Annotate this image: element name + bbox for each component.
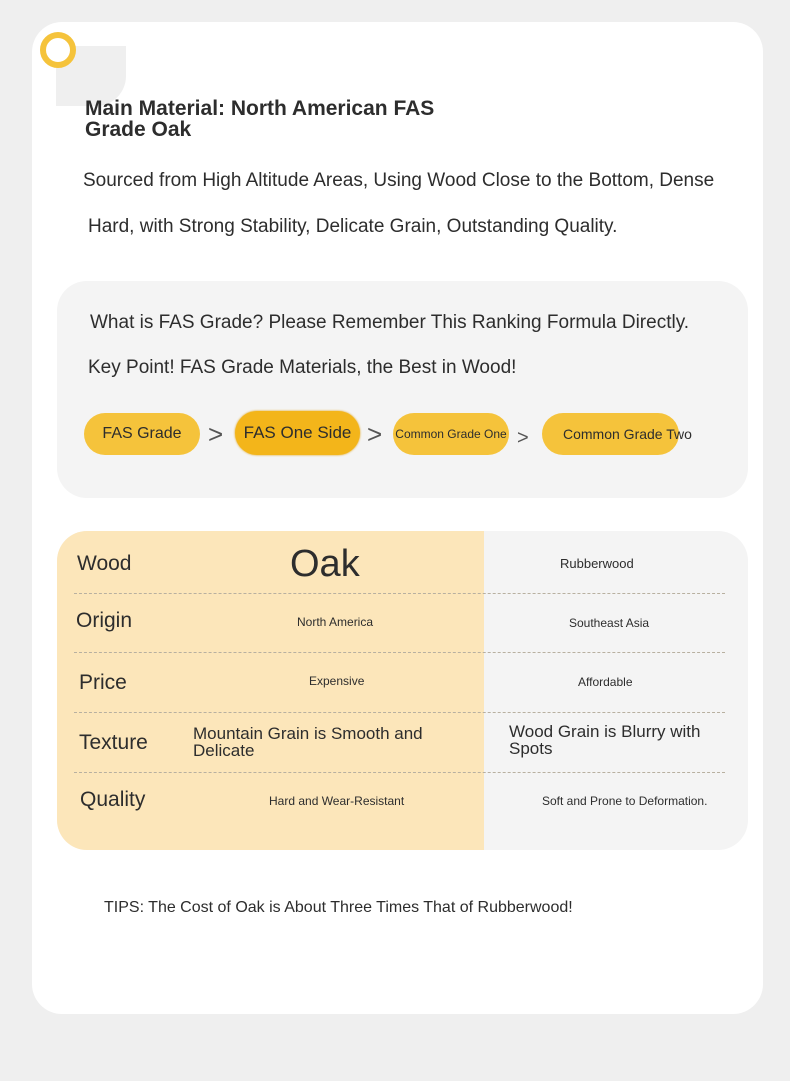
oak-value-origin: North America [297,615,374,629]
row-divider [74,593,725,594]
chevron-right-icon: > [367,419,383,449]
row-divider [74,652,725,653]
ring-icon [40,32,76,68]
grade-pill-common-two: Common Grade Two [542,413,679,455]
grade-pill-fas: FAS Grade [84,413,200,455]
row-label-origin: Origin [76,609,133,632]
row-label-quality: Quality [80,788,146,811]
row-label-wood: Wood [77,552,132,575]
comparison-table [57,531,748,850]
row-label-texture: Texture [79,731,148,754]
row-label-price: Price [79,671,127,694]
oak-value-wood: Oak [290,543,360,585]
oak-value-texture: Mountain Grain is Smooth and Delicate [193,724,423,760]
grade-question: What is FAS Grade? Please Remember This Ranking Formula Directly. [90,312,690,333]
chevron-right-icon: > [517,427,529,449]
rubberwood-value-price: Affordable [578,675,633,689]
oak-value-quality: Hard and Wear-Resistant [269,794,405,808]
grade-pill-fas-one-side: FAS One Side [235,411,360,455]
grade-key-point: Key Point! FAS Grade Materials, the Best in Wood! [88,357,517,378]
rubberwood-value-wood: Rubberwood [560,556,634,571]
rubberwood-value-texture: Wood Grain is Blurry with Spots [509,722,701,758]
oak-value-price: Expensive [309,674,365,688]
rubberwood-value-quality: Soft and Prone to Deformation. [542,794,708,808]
description-line-2: Hard, with Strong Stability, Delicate Grain, Outstanding Quality. [88,216,618,237]
row-divider [74,772,725,773]
row-divider [74,712,725,713]
grade-pill-common-one: Common Grade One [393,413,509,455]
description-line-1: Sourced from High Altitude Areas, Using Wood Close to the Bottom, Dense [83,170,715,191]
rubberwood-value-origin: Southeast Asia [569,616,650,630]
main-title: Main Material: North American FAS Grade Oak [85,97,435,141]
tips-text: TIPS: The Cost of Oak is About Three Times That of Rubberwood! [104,899,573,916]
chevron-right-icon: > [208,419,224,449]
